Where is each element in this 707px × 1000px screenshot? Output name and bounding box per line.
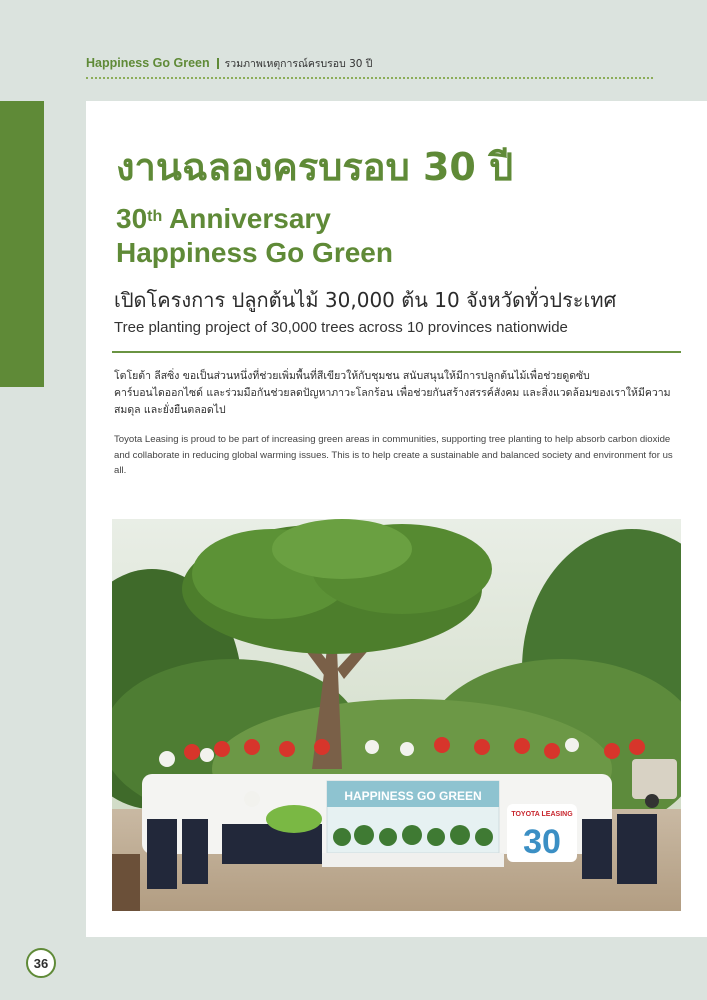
- header-separator: [217, 58, 219, 69]
- badge-brand: TOYOTA LEASING: [511, 811, 573, 818]
- header-subtitle: รวมภาพเหตุการณ์ครบรอบ 30 ปี: [224, 57, 373, 70]
- page-title-english: [116, 202, 393, 270]
- section-divider: [112, 351, 681, 353]
- page-number: 36: [26, 948, 56, 978]
- banner-title: HAPPINESS GO GREEN: [344, 789, 482, 803]
- body-text-english: Toyota Leasing is proud to be part of increasing green areas in communities, supporting tree planting to help absorb carbon dioxide and collaborate in reducing global warming issues. This is to help create a sustainable and balanced society and environment for us all.: [114, 434, 673, 476]
- body-text-thai: โตโยต้า ลีสซิ่ง ขอเป็นส่วนหนึ่งที่ช่วยเพิ่มพื้นที่สีเขียวให้กับชุมชน สนับสนุนให้มีการปลูกต้นไม้เพื่อช่วยดูดซับคาร์บอนไดออกไซด์ และร่วมมือกันช่วยลดปัญหาภาวะโลกร้อน เพื่อช่วยกันสร้างสรรค์สังคม และสิ่งแวดล้อมของเราให้มีความสมดุล และยั่งยืนตลอดไป: [114, 370, 671, 416]
- project-heading-english: Tree planting project of 30,000 trees across 10 provinces nationwide: [114, 319, 568, 336]
- event-photo: [112, 519, 681, 911]
- running-header: [86, 55, 372, 71]
- project-heading-thai: เปิดโครงการ ปลูกต้นไม้ 30,000 ต้น 10 จังหวัดทั่วประเทศ: [114, 288, 617, 312]
- side-accent-bar: [0, 101, 44, 387]
- title-en-line2: Happiness Go Green: [116, 237, 393, 268]
- badge-number: 30: [523, 823, 561, 861]
- header-dotted-rule: [86, 77, 653, 79]
- header-brand: Happiness Go Green: [86, 56, 210, 70]
- page-title-thai: งานฉลองครบรอบ 30 ปี: [116, 145, 514, 189]
- title-en-line1: 30th Anniversary: [116, 203, 331, 234]
